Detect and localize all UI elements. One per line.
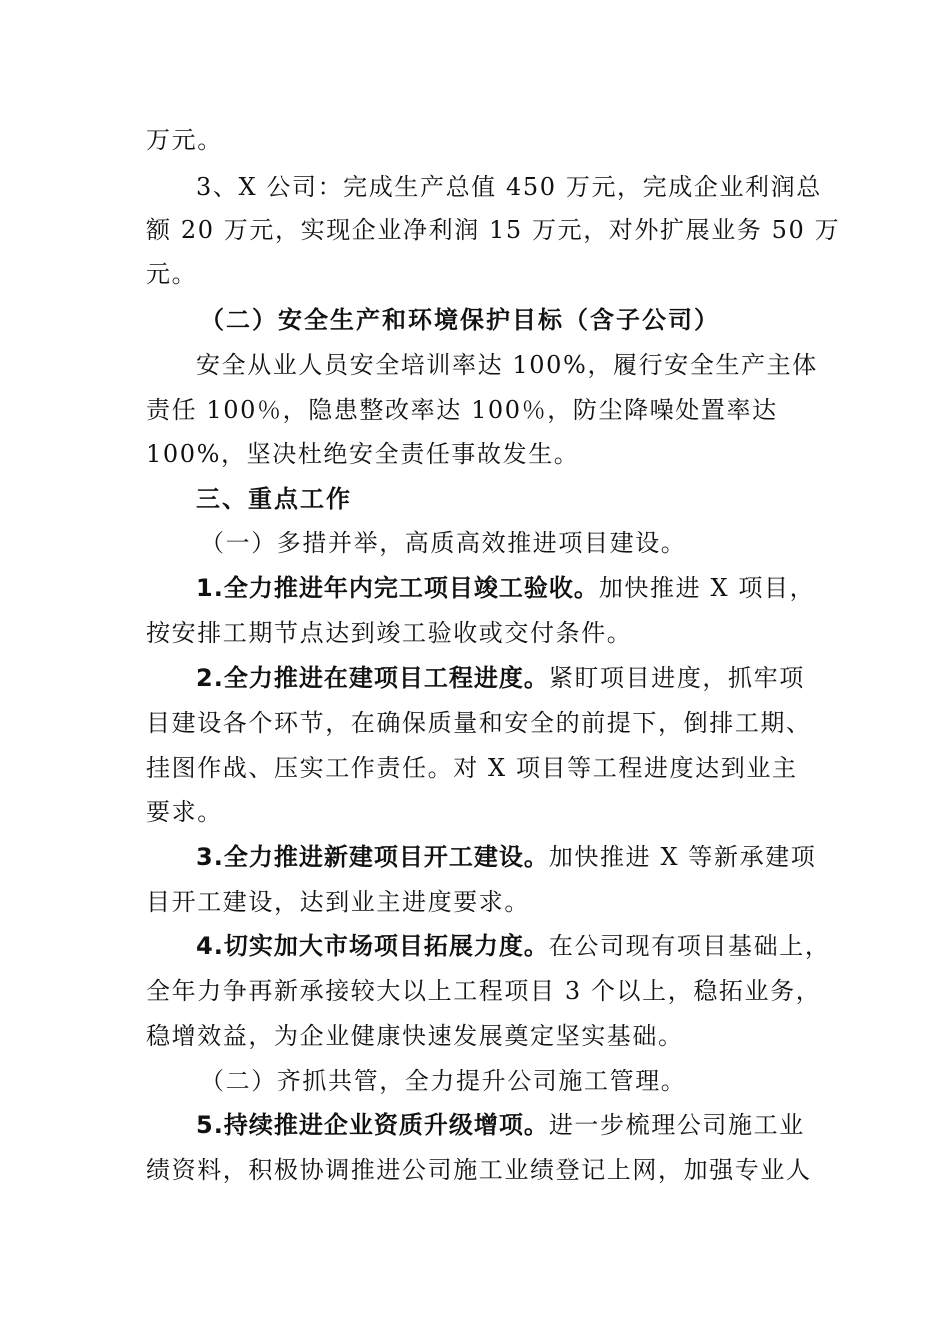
paragraph-line: 要求。 (146, 798, 223, 826)
paragraph-line (196, 842, 816, 872)
subsection-heading: （一）多措并举，高质高效推进项目建设。 (200, 529, 687, 557)
paragraph-line (196, 573, 815, 603)
paragraph-line: 安全从业人员安全培训率达 100%，履行安全生产主体 (196, 351, 818, 379)
paragraph-line: 万元。 (146, 126, 223, 154)
item-text: 在公司现有项目基础上， (548, 932, 831, 960)
subsection-heading: （二）齐抓共管，全力提升公司施工管理。 (200, 1067, 687, 1095)
paragraph-line: 责任 100％，隐患整改率达 100％，防尘降噪处置率达 (146, 396, 778, 424)
section-heading-safety-goals: （二）安全生产和环境保护目标（含子公司） (200, 306, 720, 334)
paragraph-line: 全年力争再新承接较大以上工程项目 3 个以上，稳拓业务， (146, 977, 822, 1005)
paragraph-line: 挂图作战、压实工作责任。对 X 项目等工程进度达到业主 (146, 754, 798, 782)
item-title-3: 3.全力推进新建项目开工建设。 (196, 843, 549, 871)
item-title-2: 2.全力推进在建项目工程进度。 (196, 664, 549, 692)
item-text: 紧盯项目进度，抓牢项 (548, 664, 805, 692)
paragraph-line: 稳增效益，为企业健康快速发展奠定坚实基础。 (146, 1022, 684, 1050)
paragraph-line (196, 931, 830, 961)
item-text: 加快推进 X 项目， (598, 574, 816, 602)
paragraph-line: 目建设各个环节，在确保质量和安全的前提下，倒排工期、 (146, 709, 812, 737)
item-title-5: 5.持续推进企业资质升级增项。 (196, 1111, 549, 1139)
paragraph-line: 绩资料，积极协调推进公司施工业绩登记上网，加强专业人 (146, 1156, 812, 1184)
paragraph-line: 额 20 万元，实现企业净利润 15 万元，对外扩展业务 50 万 (146, 216, 841, 244)
paragraph-line: 元。 (146, 260, 198, 288)
paragraph-line (196, 1110, 805, 1140)
section-heading-key-work: 三、重点工作 (196, 485, 352, 513)
paragraph-line (196, 663, 805, 693)
item-text: 加快推进 X 等新承建项 (548, 843, 817, 871)
paragraph-line: 按安排工期节点达到竣工验收或交付条件。 (146, 619, 633, 647)
item-text: 进一步梳理公司施工业 (548, 1111, 805, 1139)
paragraph-line: 3、X 公司：完成生产总值 450 万元，完成企业利润总 (196, 173, 822, 201)
item-title-4: 4.切实加大市场项目拓展力度。 (196, 932, 549, 960)
paragraph-line: 目开工建设，达到业主进度要求。 (146, 888, 530, 916)
item-title-1: 1.全力推进年内完工项目竣工验收。 (196, 574, 599, 602)
paragraph-line: 100%，坚决杜绝安全责任事故发生。 (146, 440, 580, 468)
